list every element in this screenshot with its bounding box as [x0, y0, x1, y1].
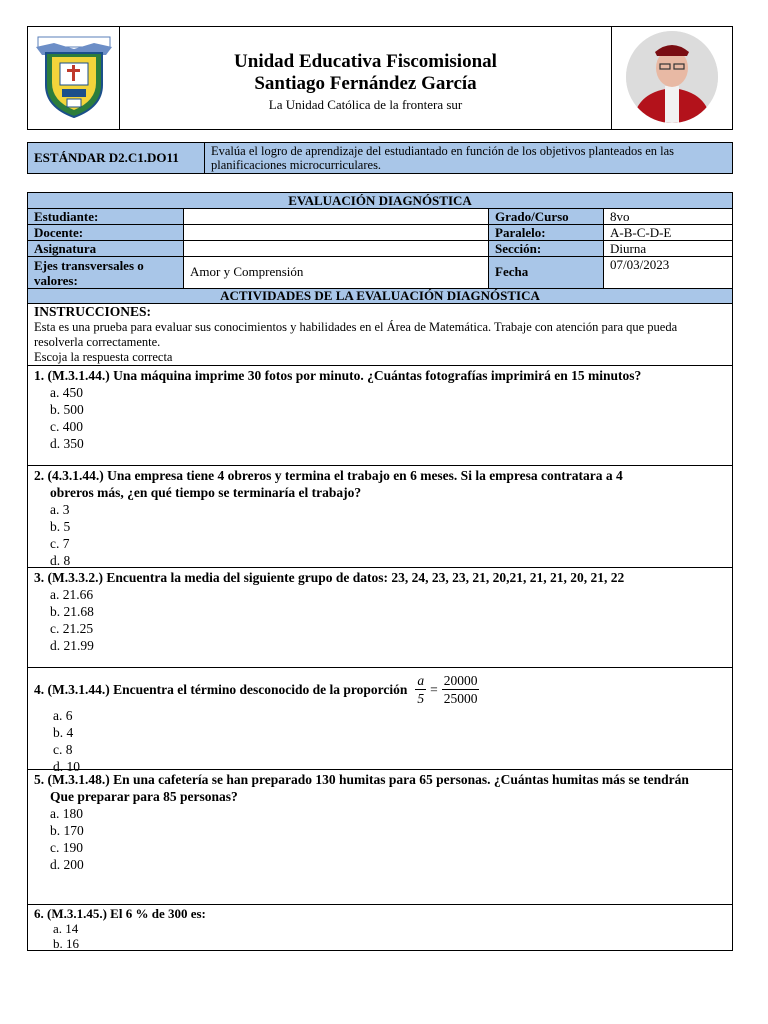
- fraction-denominator: 5: [417, 690, 425, 706]
- standard-label: ESTÁNDAR D2.C1.DO11: [28, 143, 205, 173]
- option-c[interactable]: c. 21.25: [50, 621, 94, 636]
- school-tagline: La Unidad Católica de la frontera sur: [268, 97, 463, 112]
- option-b[interactable]: b. 16: [53, 936, 79, 951]
- form-title: EVALUACIÓN DIAGNÓSTICA: [28, 193, 732, 209]
- grade-value: 8vo: [604, 209, 732, 225]
- option-b[interactable]: b. 5: [50, 519, 71, 534]
- teacher-label: Docente:: [28, 225, 184, 241]
- question-4: [28, 668, 732, 774]
- fraction-numerator: a: [417, 672, 425, 688]
- option-b[interactable]: b. 500: [50, 402, 84, 417]
- option-c[interactable]: c. 8: [53, 742, 73, 757]
- option-d[interactable]: d. 200: [50, 857, 84, 872]
- school-name-line1: Unidad Educativa Fiscomisional: [234, 51, 497, 72]
- axes-label: Ejes transversales o valores:: [28, 257, 184, 289]
- option-a[interactable]: a. 180: [50, 806, 83, 821]
- axes-value: Amor y Comprensión: [184, 257, 489, 289]
- option-a[interactable]: a. 6: [53, 708, 73, 723]
- fraction-numerator: 20000: [443, 672, 478, 688]
- fraction-denominator: 25000: [443, 690, 478, 706]
- question-5: [28, 770, 732, 905]
- instructions-block: [28, 304, 732, 366]
- student-label: Estudiante:: [28, 209, 184, 225]
- activities-title: ACTIVIDADES DE LA EVALUACIÓN DIAGNÓSTICA: [28, 289, 732, 304]
- option-a[interactable]: a. 450: [50, 385, 83, 400]
- option-d[interactable]: d. 21.99: [50, 638, 94, 653]
- question-text: 4. (M.3.1.44.) Encuentra el término desconocido de la proporción: [34, 681, 408, 697]
- option-c[interactable]: c. 7: [50, 536, 70, 551]
- question-text: 6. (M.3.1.45.) El 6 % de 300 es:: [34, 906, 206, 921]
- evaluation-form: [27, 192, 733, 951]
- instructions-text: Esta es una prueba para evaluar sus conocimientos y habilidades en el Área de Matemática. Trabaje con atención para que pueda resolverla correctamente.: [34, 320, 678, 349]
- question-2: [28, 466, 732, 568]
- section-value: Diurna: [604, 241, 732, 257]
- option-d[interactable]: d. 350: [50, 436, 84, 451]
- instructions-choose: Escoja la respuesta correcta: [34, 350, 173, 364]
- logo-cell: [28, 27, 120, 129]
- student-field[interactable]: [184, 209, 489, 225]
- founder-portrait: [625, 30, 719, 124]
- question-text-row: [28, 668, 732, 707]
- option-a[interactable]: a. 3: [50, 502, 70, 517]
- option-a[interactable]: a. 14: [53, 921, 79, 936]
- question-1: [28, 366, 732, 466]
- question-text-line1: 5. (M.3.1.48.) En una cafetería se han preparado 130 humitas para 65 personas. ¿Cuántas humitas más se tendrán: [34, 772, 689, 787]
- option-b[interactable]: b. 4: [53, 725, 74, 740]
- option-d[interactable]: d. 10: [53, 759, 80, 774]
- school-shield-logo: [36, 35, 112, 119]
- date-label: Fecha: [489, 257, 604, 289]
- option-b[interactable]: b. 21.68: [50, 604, 94, 619]
- question-6: [28, 905, 732, 950]
- question-text: 1. (M.3.1.44.) Una máquina imprime 30 fotos por minuto. ¿Cuántas fotografías imprimirá en 15 minutos?: [34, 368, 642, 383]
- option-c[interactable]: c. 400: [50, 419, 83, 434]
- equals-sign: =: [430, 681, 438, 697]
- option-b[interactable]: b. 170: [50, 823, 84, 838]
- info-grid: [28, 209, 732, 289]
- page-header: [27, 26, 733, 130]
- instructions-title: INSTRUCCIONES:: [34, 304, 152, 319]
- fraction-known: [442, 672, 480, 707]
- subject-field[interactable]: [184, 241, 489, 257]
- subject-label: Asignatura: [28, 241, 184, 257]
- section-label: Sección:: [489, 241, 604, 257]
- photo-cell: [611, 27, 732, 129]
- standard-row: [27, 142, 733, 174]
- teacher-field[interactable]: [184, 225, 489, 241]
- standard-description: Evalúa el logro de aprendizaje del estudiantado en función de los objetivos planteados en las planificaciones microcurriculares.: [211, 144, 675, 172]
- school-name-line2: Santiago Fernández García: [254, 73, 477, 94]
- question-text: 3. (M.3.3.2.) Encuentra la media del siguiente grupo de datos: 23, 24, 23, 23, 21, 20,21, 21, 21, 20, 21, 22: [34, 570, 625, 585]
- parallel-label: Paralelo:: [489, 225, 604, 241]
- date-value: 07/03/2023: [604, 257, 732, 289]
- question-text-line2: Que preparar para 85 personas?: [50, 789, 238, 804]
- question-text-line1: 2. (4.3.1.44.) Una empresa tiene 4 obreros y termina el trabajo en 6 meses. Si la empresa contratara a 4: [34, 468, 623, 483]
- option-c[interactable]: c. 190: [50, 840, 83, 855]
- question-3: [28, 568, 732, 668]
- grade-label: Grado/Curso: [489, 209, 604, 225]
- option-a[interactable]: a. 21.66: [50, 587, 94, 602]
- title-block: [120, 27, 611, 129]
- parallel-value: A-B-C-D-E: [604, 225, 732, 241]
- question-text-line2: obreros más, ¿en qué tiempo se terminaría el trabajo?: [50, 485, 362, 500]
- option-d[interactable]: d. 8: [50, 553, 71, 568]
- fraction-unknown: [415, 672, 426, 707]
